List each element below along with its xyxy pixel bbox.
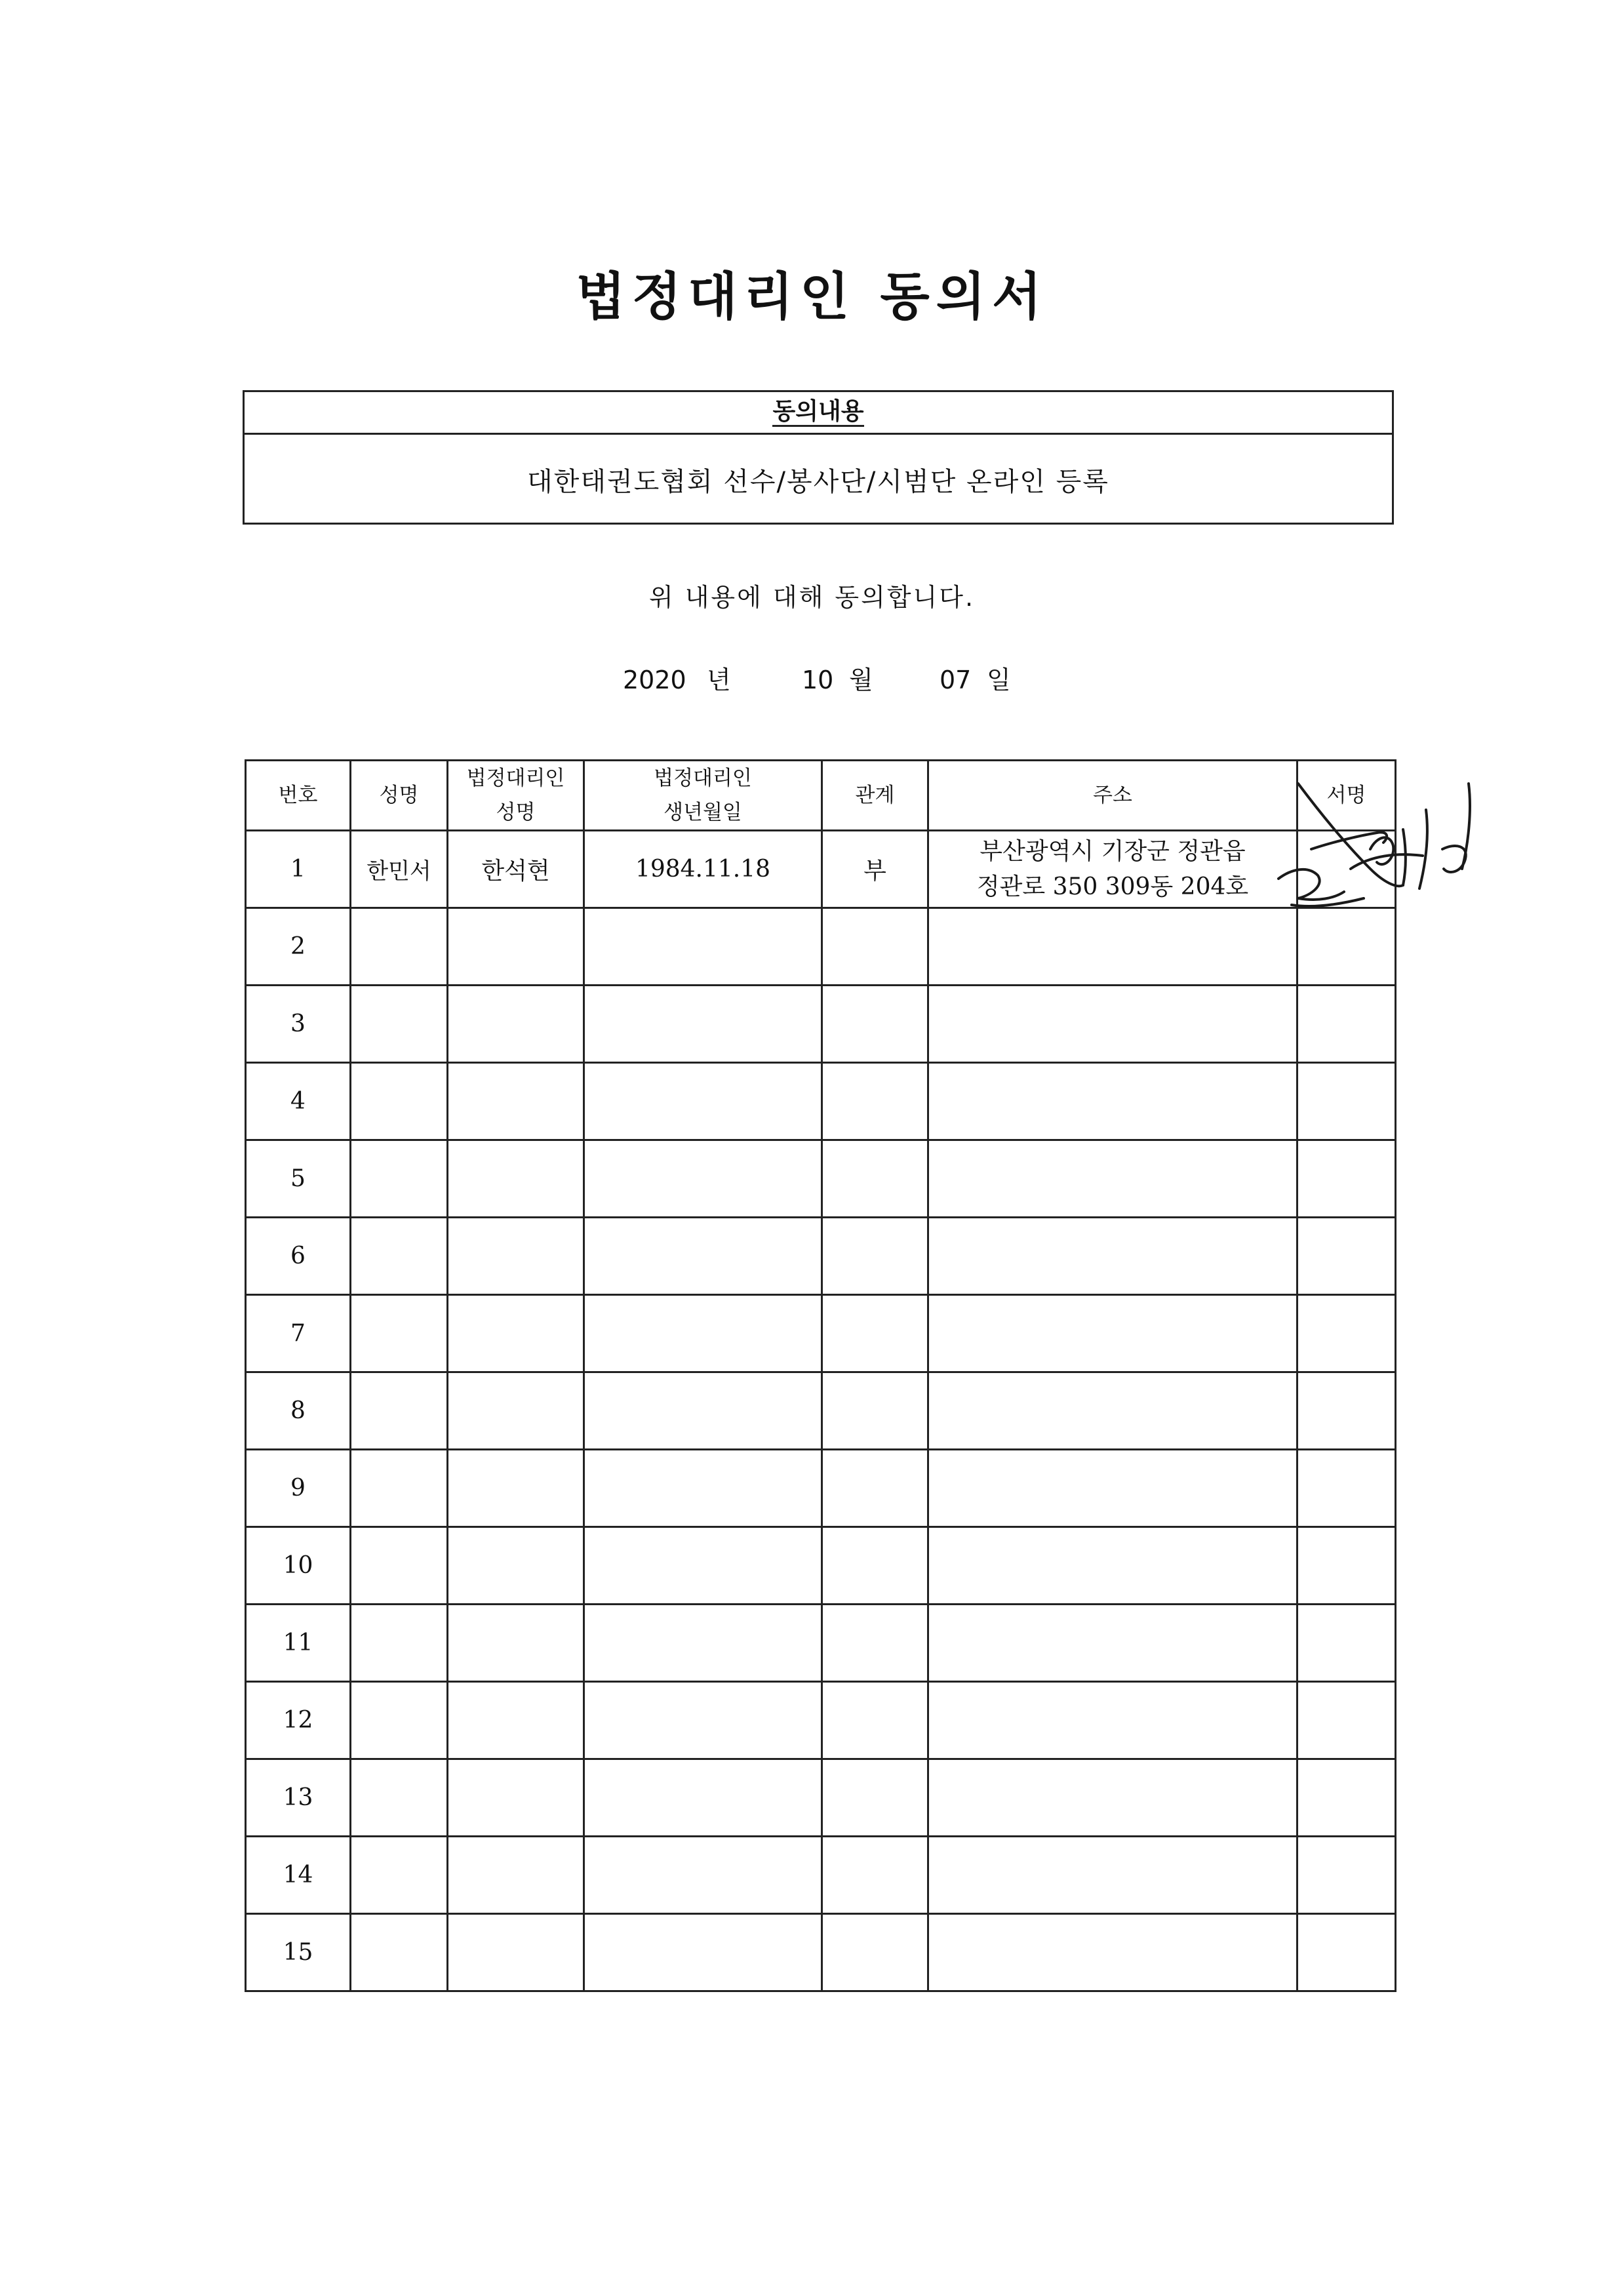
table-row xyxy=(246,1837,1396,1914)
cell-guardian-name xyxy=(448,1837,584,1914)
cell-address-line1: 부산광역시 기장군 정관읍 xyxy=(980,837,1246,865)
header-guardian-name xyxy=(448,761,584,831)
cell-address xyxy=(928,1682,1297,1759)
cell-guardian-birth xyxy=(584,1140,822,1218)
table-row xyxy=(246,908,1396,986)
cell-guardian-name xyxy=(448,1295,584,1372)
cell-guardian-name xyxy=(448,986,584,1063)
cell-address xyxy=(928,1450,1297,1527)
cell-address xyxy=(928,986,1297,1063)
cell-guardian-birth xyxy=(584,1218,822,1295)
cell-address xyxy=(928,1140,1297,1218)
cell-guardian-name xyxy=(448,1914,584,1991)
document-title: 법정대리인 동의서 xyxy=(576,268,1048,327)
cell-address xyxy=(928,831,1297,908)
header-guardian-name-line1: 법정대리인 xyxy=(466,767,565,790)
cell-address xyxy=(928,1218,1297,1295)
cell-signature xyxy=(1297,1605,1396,1682)
cell-address-line2: 정관로 350 309동 204호 xyxy=(976,873,1249,900)
table-row xyxy=(246,831,1396,908)
cell-address xyxy=(928,1295,1297,1372)
cell-number: 9 xyxy=(246,1450,351,1527)
cell-name xyxy=(351,1527,448,1605)
cell-name: 한민서 xyxy=(351,831,448,908)
cell-signature xyxy=(1297,1527,1396,1605)
cell-relation xyxy=(822,1682,928,1759)
cell-address xyxy=(928,1914,1297,1991)
header-signature: 서명 xyxy=(1297,761,1396,831)
cell-name xyxy=(351,1914,448,1991)
cell-name xyxy=(351,1372,448,1450)
cell-guardian-birth xyxy=(584,1605,822,1682)
cell-number: 15 xyxy=(246,1914,351,1991)
cell-relation xyxy=(822,1140,928,1218)
cell-name xyxy=(351,1140,448,1218)
cell-guardian-birth xyxy=(584,1295,822,1372)
cell-relation xyxy=(822,1450,928,1527)
cell-guardian-name xyxy=(448,1372,584,1450)
cell-guardian-birth xyxy=(584,1914,822,1991)
cell-address xyxy=(928,1527,1297,1605)
cell-name xyxy=(351,1450,448,1527)
cell-name xyxy=(351,986,448,1063)
cell-signature xyxy=(1297,1063,1396,1140)
date-day-unit: 일 xyxy=(987,666,1011,694)
cell-guardian-name xyxy=(448,1527,584,1605)
header-guardian-name-line2: 성명 xyxy=(496,801,536,824)
cell-number: 7 xyxy=(246,1295,351,1372)
cell-relation: 부 xyxy=(822,831,928,908)
cell-guardian-name xyxy=(448,1063,584,1140)
cell-name xyxy=(351,1682,448,1759)
cell-number: 13 xyxy=(246,1759,351,1837)
table-row xyxy=(246,1759,1396,1837)
cell-number: 4 xyxy=(246,1063,351,1140)
consent-header-label: 동의내용 xyxy=(772,399,863,427)
cell-signature xyxy=(1297,1218,1396,1295)
cell-guardian-name xyxy=(448,1682,584,1759)
cell-guardian-birth: 1984.11.18 xyxy=(584,831,822,908)
table-row xyxy=(246,1682,1396,1759)
cell-name xyxy=(351,1295,448,1372)
cell-name xyxy=(351,1759,448,1837)
cell-guardian-name xyxy=(448,1605,584,1682)
header-guardian-birth-line2: 생년월일 xyxy=(663,801,742,824)
cell-signature xyxy=(1297,1759,1396,1837)
table-row xyxy=(246,1372,1396,1450)
cell-relation xyxy=(822,1063,928,1140)
cell-guardian-birth xyxy=(584,986,822,1063)
cell-signature xyxy=(1297,1295,1396,1372)
cell-name xyxy=(351,1837,448,1914)
cell-relation xyxy=(822,986,928,1063)
date-day: 07 xyxy=(940,666,972,694)
cell-signature xyxy=(1297,986,1396,1063)
agreement-statement: 위 내용에 대해 동의합니다. xyxy=(648,583,976,612)
cell-guardian-birth xyxy=(584,1372,822,1450)
date-month-unit: 월 xyxy=(849,666,873,694)
cell-relation xyxy=(822,1218,928,1295)
cell-address xyxy=(928,1372,1297,1450)
cell-relation xyxy=(822,1837,928,1914)
cell-name xyxy=(351,1218,448,1295)
header-guardian-birth-line1: 법정대리인 xyxy=(654,767,752,790)
table-row xyxy=(246,1450,1396,1527)
table-row xyxy=(246,1218,1396,1295)
cell-guardian-birth xyxy=(584,1759,822,1837)
date-year-unit: 년 xyxy=(707,666,731,694)
table-row xyxy=(246,1527,1396,1605)
cell-signature xyxy=(1297,1372,1396,1450)
cell-signature xyxy=(1297,1682,1396,1759)
cell-relation xyxy=(822,1914,928,1991)
cell-relation xyxy=(822,1527,928,1605)
cell-name xyxy=(351,908,448,986)
cell-number: 8 xyxy=(246,1372,351,1450)
cell-number: 5 xyxy=(246,1140,351,1218)
cell-relation xyxy=(822,1295,928,1372)
table-row xyxy=(246,1063,1396,1140)
cell-number: 12 xyxy=(246,1682,351,1759)
consent-content: 대한태권도협회 선수/봉사단/시범단 온라인 등록 xyxy=(527,467,1109,497)
consent-box xyxy=(243,390,1394,525)
cell-number: 10 xyxy=(246,1527,351,1605)
table-row xyxy=(246,1140,1396,1218)
header-address: 주소 xyxy=(928,761,1297,831)
date-month: 10 xyxy=(802,666,834,694)
cell-guardian-name xyxy=(448,1450,584,1527)
header-guardian-birth xyxy=(584,761,822,831)
header-relation: 관계 xyxy=(822,761,928,831)
cell-guardian-birth xyxy=(584,1063,822,1140)
cell-number: 2 xyxy=(246,908,351,986)
table-header-row xyxy=(246,761,1396,831)
cell-guardian-birth xyxy=(584,1527,822,1605)
cell-name xyxy=(351,1605,448,1682)
cell-address xyxy=(928,908,1297,986)
cell-address xyxy=(928,1605,1297,1682)
cell-signature xyxy=(1297,1914,1396,1991)
cell-guardian-birth xyxy=(584,1450,822,1527)
cell-guardian-birth xyxy=(584,1837,822,1914)
cell-signature xyxy=(1297,1140,1396,1218)
cell-guardian-birth xyxy=(584,908,822,986)
cell-guardian-name xyxy=(448,1140,584,1218)
header-number: 번호 xyxy=(246,761,351,831)
cell-number: 3 xyxy=(246,986,351,1063)
cell-relation xyxy=(822,908,928,986)
cell-signature xyxy=(1297,1450,1396,1527)
cell-relation xyxy=(822,1759,928,1837)
table-row xyxy=(246,1605,1396,1682)
cell-guardian-birth xyxy=(584,1682,822,1759)
header-name: 성명 xyxy=(351,761,448,831)
cell-guardian-name xyxy=(448,908,584,986)
cell-relation xyxy=(822,1372,928,1450)
cell-number: 14 xyxy=(246,1837,351,1914)
date-year: 2020 xyxy=(623,666,686,694)
cell-guardian-name xyxy=(448,1759,584,1837)
handwritten-signature-icon xyxy=(1272,770,1495,921)
cell-guardian-name: 한석현 xyxy=(448,831,584,908)
guardian-table xyxy=(245,759,1396,1992)
cell-address xyxy=(928,1759,1297,1837)
cell-number: 6 xyxy=(246,1218,351,1295)
table-row xyxy=(246,1295,1396,1372)
cell-number: 1 xyxy=(246,831,351,908)
cell-relation xyxy=(822,1605,928,1682)
consent-header xyxy=(245,392,1392,435)
cell-address xyxy=(928,1837,1297,1914)
cell-number: 11 xyxy=(246,1605,351,1682)
cell-guardian-name xyxy=(448,1218,584,1295)
cell-address xyxy=(928,1063,1297,1140)
table-row xyxy=(246,986,1396,1063)
cell-name xyxy=(351,1063,448,1140)
table-row xyxy=(246,1914,1396,1991)
cell-signature xyxy=(1297,1837,1396,1914)
